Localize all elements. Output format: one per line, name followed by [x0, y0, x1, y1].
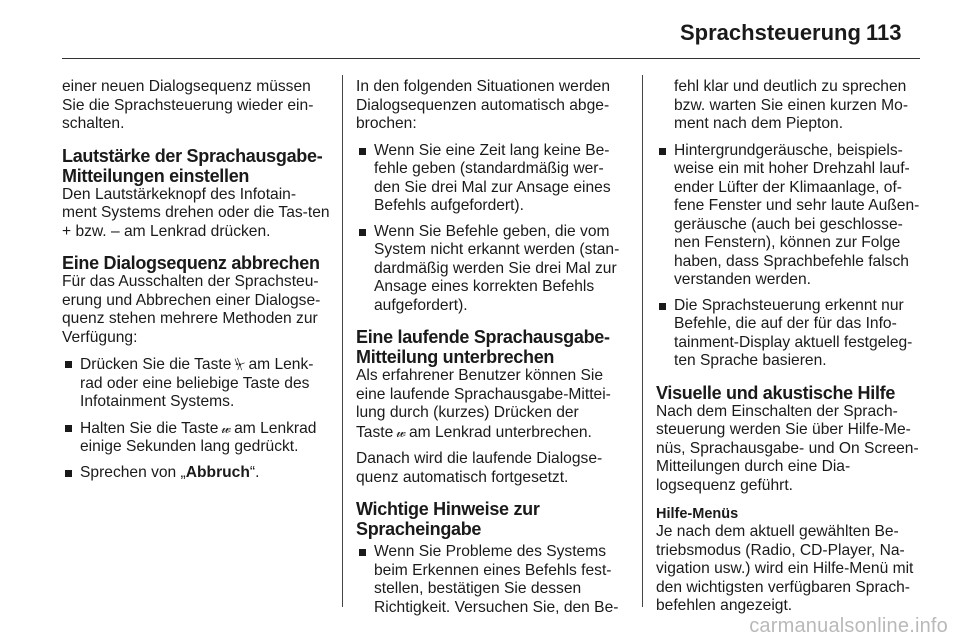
list-item: Halten Sie die Taste 𝓌 am Lenkrad einige Sekunden lang gedrückt. — [62, 419, 330, 457]
column-2 — [356, 78, 624, 625]
mute-icon: ⏧ — [234, 356, 246, 372]
list-item: Hintergrundgeräusche, beispiels-weise ein mit hoher Drehzahl lauf-ender Lüfter der Klimaanlage, of-fene Fenster und sehr laute Außen-geräusche (auch bei geschlosse-nen Fenstern), können zur Folge haben, dass Sprachbefehle falsch verstanden werden. — [656, 142, 922, 290]
tips-list-continued — [656, 142, 922, 371]
intro-paragraph: einer neuen Dialogsequenz müssen Sie die Sprachsteuerung wieder ein-schalten. — [62, 78, 314, 132]
heading-abort: Eine Dialogsequenz abbrechen — [62, 253, 320, 273]
voice-icon: 𝓌 — [396, 423, 406, 440]
heading-interrupt: Eine laufende Sprachausgabe-Mitteilung unterbrechen — [356, 327, 610, 367]
auto-abort-list — [356, 142, 624, 316]
list-item: Wenn Sie Probleme des Systems beim Erkennen eines Befehls fest-stellen, bestätigen Sie dessen Richtigkeit. Versuchen Sie, den Be- — [356, 543, 624, 617]
help-menus-paragraph: Je nach dem aktuell gewählten Be-triebsmodus (Radio, CD-Player, Na-vigation usw.) wird ein Hilfe-Menü mit den wichtigsten verfügbaren Sprach-befehlen angezeigt. — [656, 523, 914, 614]
list-item: Wenn Sie eine Zeit lang keine Be-fehle geben (standardmäßig wer-den Sie drei Mal zur Ansage eines Befehls aufgefordert). — [356, 142, 624, 216]
heading-help: Visuelle und akustische Hilfe — [656, 382, 896, 403]
continued-bullet-text: fehl klar und deutlich zu sprechen bzw. warten Sie einen kurzen Mo-ment nach dem Piepton. — [674, 78, 909, 132]
abort-paragraph: Für das Ausschalten der Sprachsteu-erung und Abbrechen einer Dialogse-quenz stehen mehrere Methoden zur Verfügung: — [62, 273, 321, 346]
abort-methods-list — [62, 355, 330, 482]
help-paragraph: Nach dem Einschalten der Sprach-steuerung werden Sie über Hilfe-Me-nüs, Sprachausgabe- und On Screen-Mitteilungen durch eine Dia-logsequenz geführt. — [656, 402, 919, 494]
continue-paragraph: Danach wird die laufende Dialogse-quenz automatisch fortgesetzt. — [356, 450, 603, 486]
auto-abort-paragraph: In den folgenden Situationen werden Dialogsequenzen automatisch abge-brochen: — [356, 78, 611, 132]
column-3 — [656, 78, 922, 624]
list-item: Sprechen von „Abbruch“. — [62, 464, 330, 483]
list-item: Drücken Sie die Taste ⏧ am Lenk-rad oder eine beliebige Taste des Infotainment Systems. — [62, 355, 330, 412]
watermark: carmanualsonline.info — [749, 615, 948, 637]
voice-icon: 𝓌 — [221, 419, 232, 436]
page-number: 113 — [866, 20, 902, 45]
header-rule — [62, 58, 920, 59]
page-title: Sprachsteuerung — [680, 20, 861, 45]
list-item: Die Sprachsteuerung erkennt nur Befehle, die auf der für das Info-tainment-Display aktuell festgeleg-ten Sprache basieren. — [656, 297, 922, 371]
column-divider — [642, 75, 643, 607]
heading-volume: Lautstärke der Sprachausgabe-Mitteilungen einstellen — [62, 145, 323, 186]
list-item: Wenn Sie Befehle geben, die vom System nicht erkannt werden (stan-dardmäßig werden Sie drei Mal zur Ansage eines korrekten Befehls aufgefordert). — [356, 223, 624, 316]
volume-paragraph: Den Lautstärkeknopf des Infotain-ment Systems drehen oder die Tas-ten + bzw. – am Lenkrad drücken. — [62, 185, 330, 240]
tips-list — [356, 543, 624, 617]
heading-tips: Wichtige Hinweise zur Spracheingabe — [356, 499, 540, 539]
heading-help-menus: Hilfe-Menüs — [656, 506, 739, 522]
column-divider — [342, 75, 343, 607]
column-1 — [62, 78, 330, 490]
interrupt-paragraph: Als erfahrener Benutzer können Sie eine laufende Sprachausgabe-Mittei-lung durch (kurzes) Drücken der Taste 𝓌 am Lenkrad unterbrechen. — [356, 367, 611, 441]
